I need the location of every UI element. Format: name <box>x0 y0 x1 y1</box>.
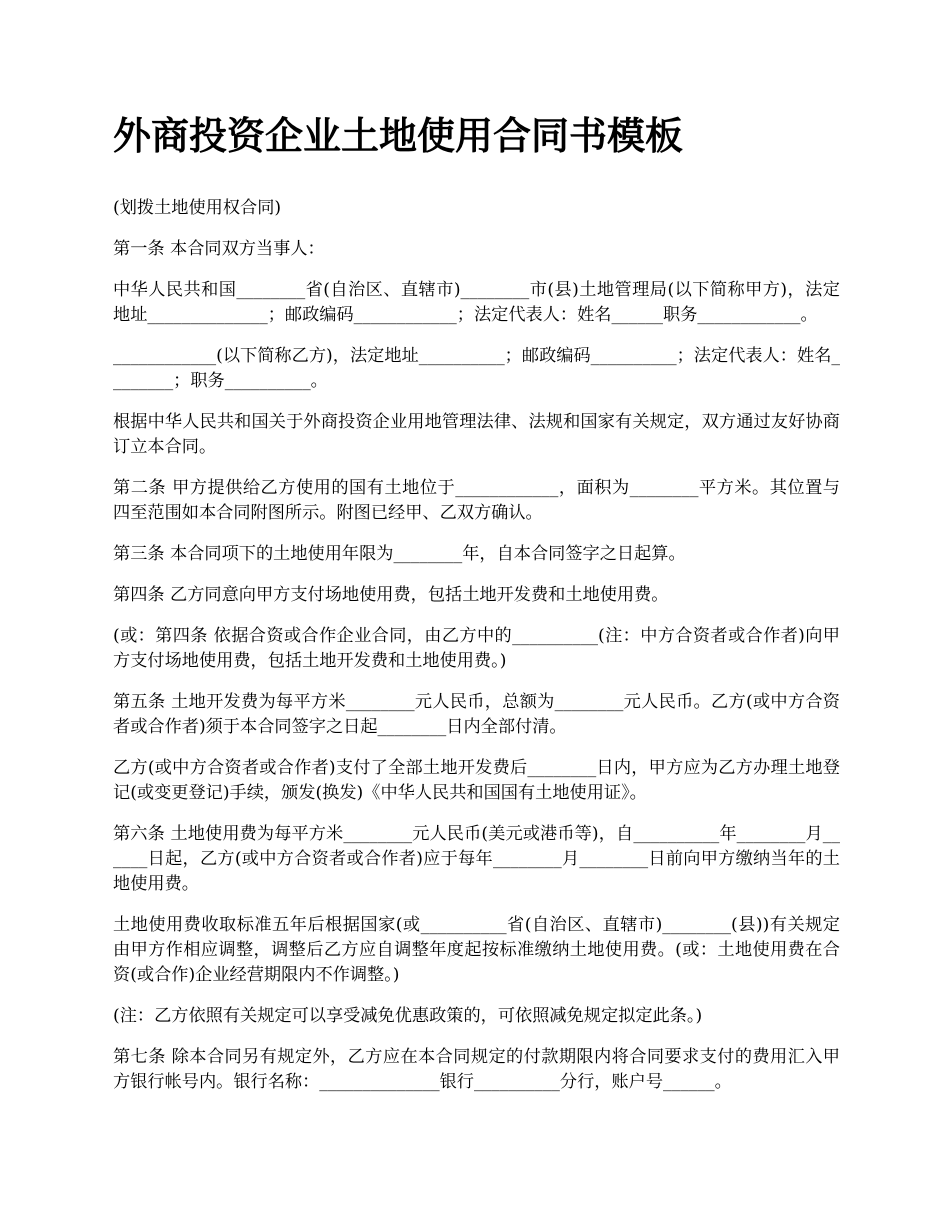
paragraph-article-1: 第一条 本合同双方当事人： <box>113 239 325 259</box>
paragraph-article-2: 第二条 甲方提供给乙方使用的国有土地位于____________，面积为________平方米。其位置与四至范围如本合同附图所示。附图已经甲、乙双方确认。 <box>113 478 840 523</box>
paragraph-article-4: 第四条 乙方同意向甲方支付场地使用费，包括土地开发费和土地使用费。 <box>113 585 669 605</box>
paragraph-article-5: 第五条 土地开发费为每平方米________元人民币，总额为________元人民币。乙方(或中方合资者或合作者)须于本合同签字之日起________日内全部付清。 <box>113 692 840 737</box>
paragraph-article-5-registration: 乙方(或中方合资者或合作者)支付了全部土地开发费后________日内，甲方应为乙方办理土地登记(或变更登记)手续，颁发(换发)《中华人民共和国国有土地使用证》。 <box>113 758 840 803</box>
paragraph-article-6-note: (注：乙方依照有关规定可以享受减免优惠政策的，可依照减免规定拟定此条。) <box>113 1006 703 1026</box>
paragraph-party-b: ____________(以下简称乙方)，法定地址__________；邮政编码__________；法定代表人：姓名________；职务__________。 <box>113 346 840 391</box>
paragraph-article-6-adjustment: 土地使用费收取标准五年后根据国家(或__________省(自治区、直辖市)________(县))有关规定由甲方作相应调整，调整后乙方应自调整年度起按标准缴纳土地使用费。(或：土地使用费在合资(或合作)企业经营期限内不作调整。) <box>113 915 840 985</box>
document-title: 外商投资企业土地使用合同书模板 <box>113 114 684 158</box>
paragraph-article-3: 第三条 本合同项下的土地使用年限为________年，自本合同签字之日起算。 <box>113 544 686 564</box>
paragraph-preamble: 根据中华人民共和国关于外商投资企业用地管理法律、法规和国家有关规定，双方通过友好协商订立本合同。 <box>113 412 840 457</box>
document-page <box>113 108 840 1111</box>
paragraph-party-a: 中华人民共和国________省(自治区、直辖市)________市(县)土地管理局(以下简称甲方)，法定地址______________；邮政编码____________；法定代表人：姓名______职务____________。 <box>113 280 840 325</box>
paragraph-subtitle: (划拨土地使用权合同) <box>113 198 282 218</box>
paragraph-article-4-alt: (或：第四条 依据合资或合作企业合同，由乙方中的__________(注：中方合资者或合作者)向甲方支付场地使用费，包括土地开发费和土地使用费。) <box>113 626 840 671</box>
paragraph-article-7: 第七条 除本合同另有规定外，乙方应在本合同规定的付款期限内将合同要求支付的费用汇入甲方银行帐号内。银行名称：______________银行__________分行，账户号______。 <box>113 1047 840 1092</box>
paragraph-article-6: 第六条 土地使用费为每平方米________元人民币(美元或港币等)，自__________年________月______日起，乙方(或中方合资者或合作者)应于每年________月________日前向甲方缴纳当年的土地使用费。 <box>113 824 840 894</box>
